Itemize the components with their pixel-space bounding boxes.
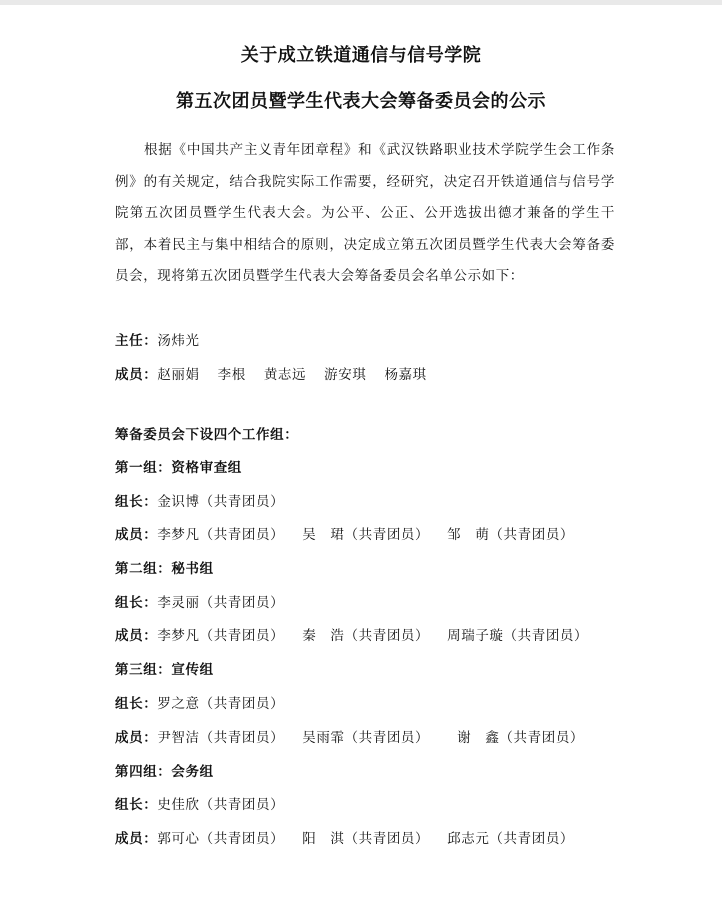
member-name: 李根 [217, 367, 246, 383]
group-member: 吴雨霏（共青团员） [302, 730, 430, 746]
group-leader-line [115, 490, 284, 510]
group-members-line [115, 827, 574, 847]
member-name: 游安琪 [324, 367, 367, 383]
group-member: 李梦凡（共青团员） [157, 527, 285, 543]
member-name: 黄志远 [263, 367, 307, 383]
group-title: 第一组：资格审查组 [115, 460, 242, 476]
leader-name: 史佳欣（共青团员） [157, 797, 285, 813]
leader-name: 罗之意（共青团员） [157, 696, 285, 712]
group-title: 第二组：秘书组 [115, 561, 214, 577]
leader-label: 组长： [115, 797, 158, 813]
chair-label: 主任： [115, 333, 158, 349]
group-title: 第四组：会务组 [115, 764, 214, 780]
leader-label: 组长： [115, 494, 158, 510]
group-leader-line [115, 591, 284, 611]
group-leader-line [115, 692, 284, 712]
group-members-line [115, 624, 588, 644]
leader-name: 李灵丽（共青团员） [157, 595, 285, 611]
leader-label: 组长： [115, 595, 158, 611]
title-line-2: 第五次团员暨学生代表大会筹备委员会的公示 [176, 91, 546, 112]
intro-paragraph: 根据《中国共产主义青年团章程》和《武汉铁路职业技术学院学生会工作条例》的有关规定，结合我院实际工作需要，经研究，决定召开铁道通信与信号学院第五次团员暨学生代表大会。为公平、公正、公开选拔出德才兼备的学生干部，本着民主与集中相结合的原则，决定成立第五次团员暨学生代表大会筹备委员会，现将第五次团员暨学生代表大会筹备委员会名单公示如下： [115, 142, 615, 284]
group-member: 阳 淇（共青团员） [302, 831, 430, 847]
members-label: 成员： [115, 730, 158, 746]
group-member: 邹 萌（共青团员） [447, 527, 575, 543]
group-member: 郭可心（共青团员） [157, 831, 285, 847]
group-member: 吴 珺（共青团员） [302, 527, 430, 543]
member-name: 杨嘉琪 [384, 367, 427, 383]
committee-members-line [115, 363, 427, 383]
member-name: 赵丽娟 [157, 367, 200, 383]
leader-label: 组长： [115, 696, 158, 712]
groups-intro: 筹备委员会下设四个工作组： [115, 427, 299, 443]
title-line-1: 关于成立铁道通信与信号学院 [240, 45, 482, 66]
group-leader-line [115, 793, 284, 813]
members-label: 成员： [115, 831, 158, 847]
chair-line [115, 329, 200, 349]
members-label: 成员： [115, 628, 158, 644]
group-member: 谢 鑫（共青团员） [457, 730, 585, 746]
group-members-line [115, 726, 584, 746]
members-label: 成员： [115, 367, 158, 383]
group-title: 第三组：宣传组 [115, 662, 214, 678]
document-page [0, 5, 722, 898]
leader-name: 金识博（共青团员） [157, 494, 285, 510]
members-label: 成员： [115, 527, 158, 543]
group-member: 邱志元（共青团员） [447, 831, 575, 847]
group-members-line [115, 523, 574, 543]
chair-name: 汤炜光 [157, 333, 200, 349]
group-member: 尹智洁（共青团员） [157, 730, 285, 746]
group-member: 周瑞子璇（共青团员） [447, 628, 589, 644]
group-member: 秦 浩（共青团员） [302, 628, 430, 644]
group-member: 李梦凡（共青团员） [157, 628, 285, 644]
